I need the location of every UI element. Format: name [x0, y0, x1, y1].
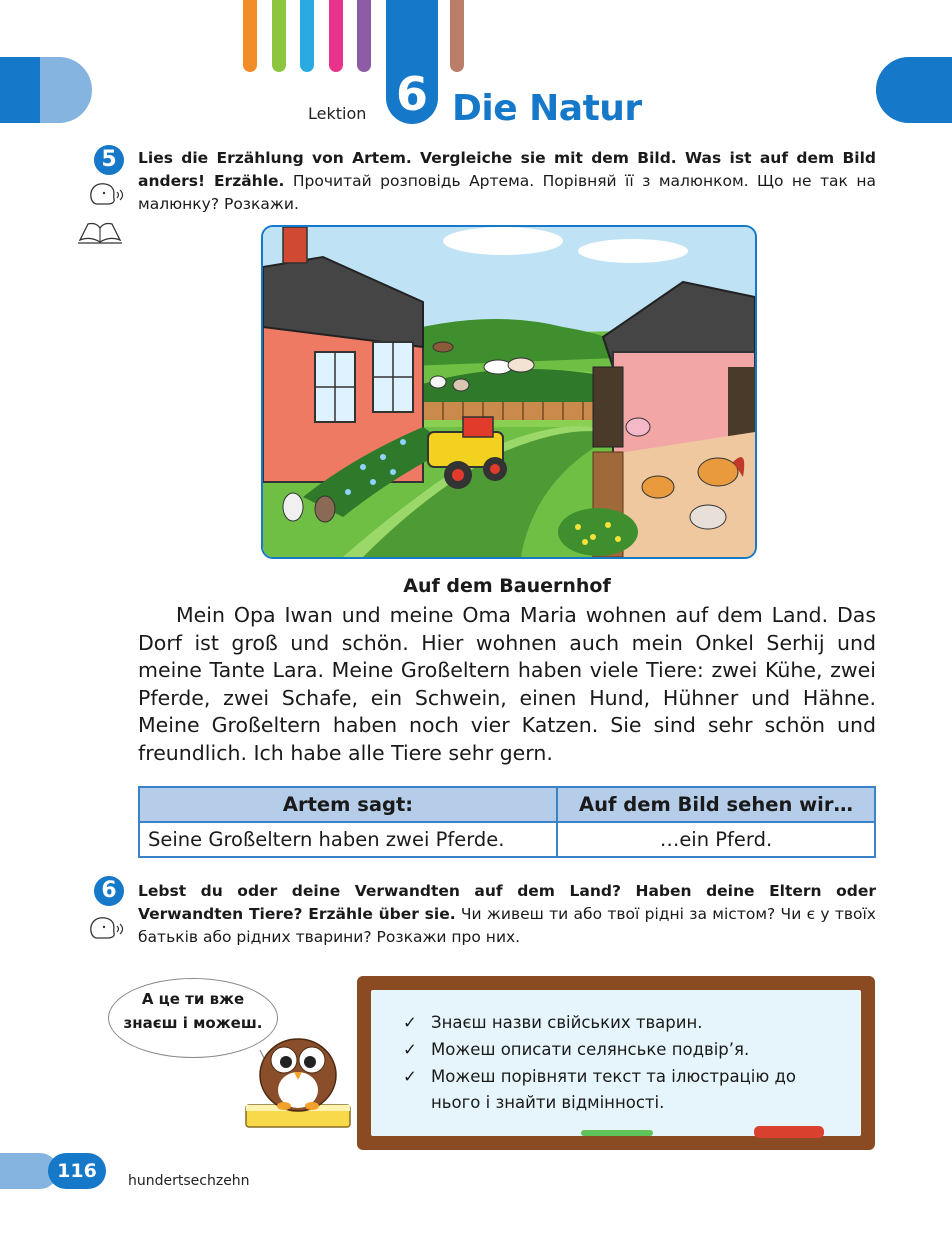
speaking-icon: [86, 180, 126, 210]
check-icon: ✓: [403, 1067, 417, 1086]
task-6-instruction: [138, 880, 876, 949]
speaking-icon: [86, 914, 126, 944]
check-icon: ✓: [403, 1040, 417, 1059]
table-cell-picture: …ein Pferd.: [557, 822, 875, 857]
task-5-ukrainian: Прочитай розповідь Артема. Порівняй її з малюнком. Що не так на малюнку? Розкажи.: [138, 172, 876, 213]
table-row: [139, 822, 875, 857]
lesson-number-tab: [386, 0, 438, 124]
check-icon: ✓: [403, 1013, 417, 1032]
table-cell-artem: Seine Großeltern haben zwei Pferde.: [139, 822, 557, 857]
stripe-purple: [357, 0, 371, 72]
story-text: [138, 602, 876, 767]
task-5-german: Lies die Erzählung von Artem. Vergleiche sie mit dem Bild. Was ist auf dem Bild anders! Erzähle.: [138, 149, 876, 190]
farm-illustration: [261, 225, 757, 559]
story-paragraph: Mein Opa Iwan und meine Oma Maria wohnen auf dem Land. Das Dorf ist groß und schön. Hier wohnen auch mein Onkel Serhij und meine Tante Lara. Meine Großeltern haben viele Tiere: zwei Kühe, zwei Pferde, zwei Schafe, ein Schwein, einen Hund, Hühner und Hähne. Meine Großeltern haben noch vier Katzen. Sie sind sehr schön und freundlich. Ich habe alle Tiere sehr gern.: [138, 603, 876, 765]
chalkboard-surface: [371, 990, 861, 1136]
table-header-row: [139, 787, 875, 822]
skill-text: Можеш описати селянське подвір’я.: [431, 1040, 750, 1059]
stripe-pink: [329, 0, 343, 72]
reading-book-icon: [76, 218, 124, 246]
table-header-artem: Artem sagt:: [139, 787, 557, 822]
skills-list: [401, 1010, 841, 1117]
stripe-orange: [243, 0, 257, 72]
summary-chalkboard: [357, 976, 875, 1150]
list-item: [401, 1010, 841, 1036]
skill-text: Знаєш назви свійських тварин.: [431, 1013, 703, 1032]
list-item: [401, 1064, 841, 1116]
page-number: 116: [48, 1153, 106, 1189]
bubble-line-2: знаєш і можеш.: [123, 1014, 263, 1032]
farm-scene: [263, 227, 755, 557]
table-header-picture: Auf dem Bild sehen wir…: [557, 787, 875, 822]
task-5-instruction: [138, 147, 876, 216]
sponge-icon: [752, 1124, 827, 1140]
page-title: Die Natur: [452, 88, 642, 129]
stripe-brown: [450, 0, 464, 72]
lesson-number: 6: [395, 67, 428, 121]
list-item: [401, 1037, 841, 1063]
chalk-icon: [577, 1128, 657, 1138]
header-tab-left-light: [40, 57, 92, 123]
stripe-cyan: [300, 0, 314, 72]
header-tab-right: [876, 57, 952, 123]
lektion-label: Lektion: [308, 104, 367, 123]
task-5-badge: 5: [94, 145, 124, 175]
page-number-word: hundertsechzehn: [128, 1173, 250, 1189]
task-6-badge: 6: [94, 876, 124, 906]
stripe-green: [272, 0, 286, 72]
task-6-german: Lebst du oder deine Verwandten auf dem Land? Haben deine Eltern oder Verwandten Tiere? Erzähle über sie.: [138, 882, 876, 923]
comparison-table: [138, 786, 876, 858]
story-title: Auf dem Bauernhof: [403, 575, 611, 597]
skill-text: Можеш порівняти текст та ілюстрацію до нього і знайти відмінності.: [431, 1067, 797, 1112]
task-6-ukrainian: Чи живеш ти або твої рідні за містом? Чи є у твоїх батьків або рідних тварини? Розкажи про них.: [138, 905, 876, 946]
owl-on-book-icon: [240, 1020, 355, 1130]
bubble-line-1: А це ти вже: [141, 990, 245, 1008]
